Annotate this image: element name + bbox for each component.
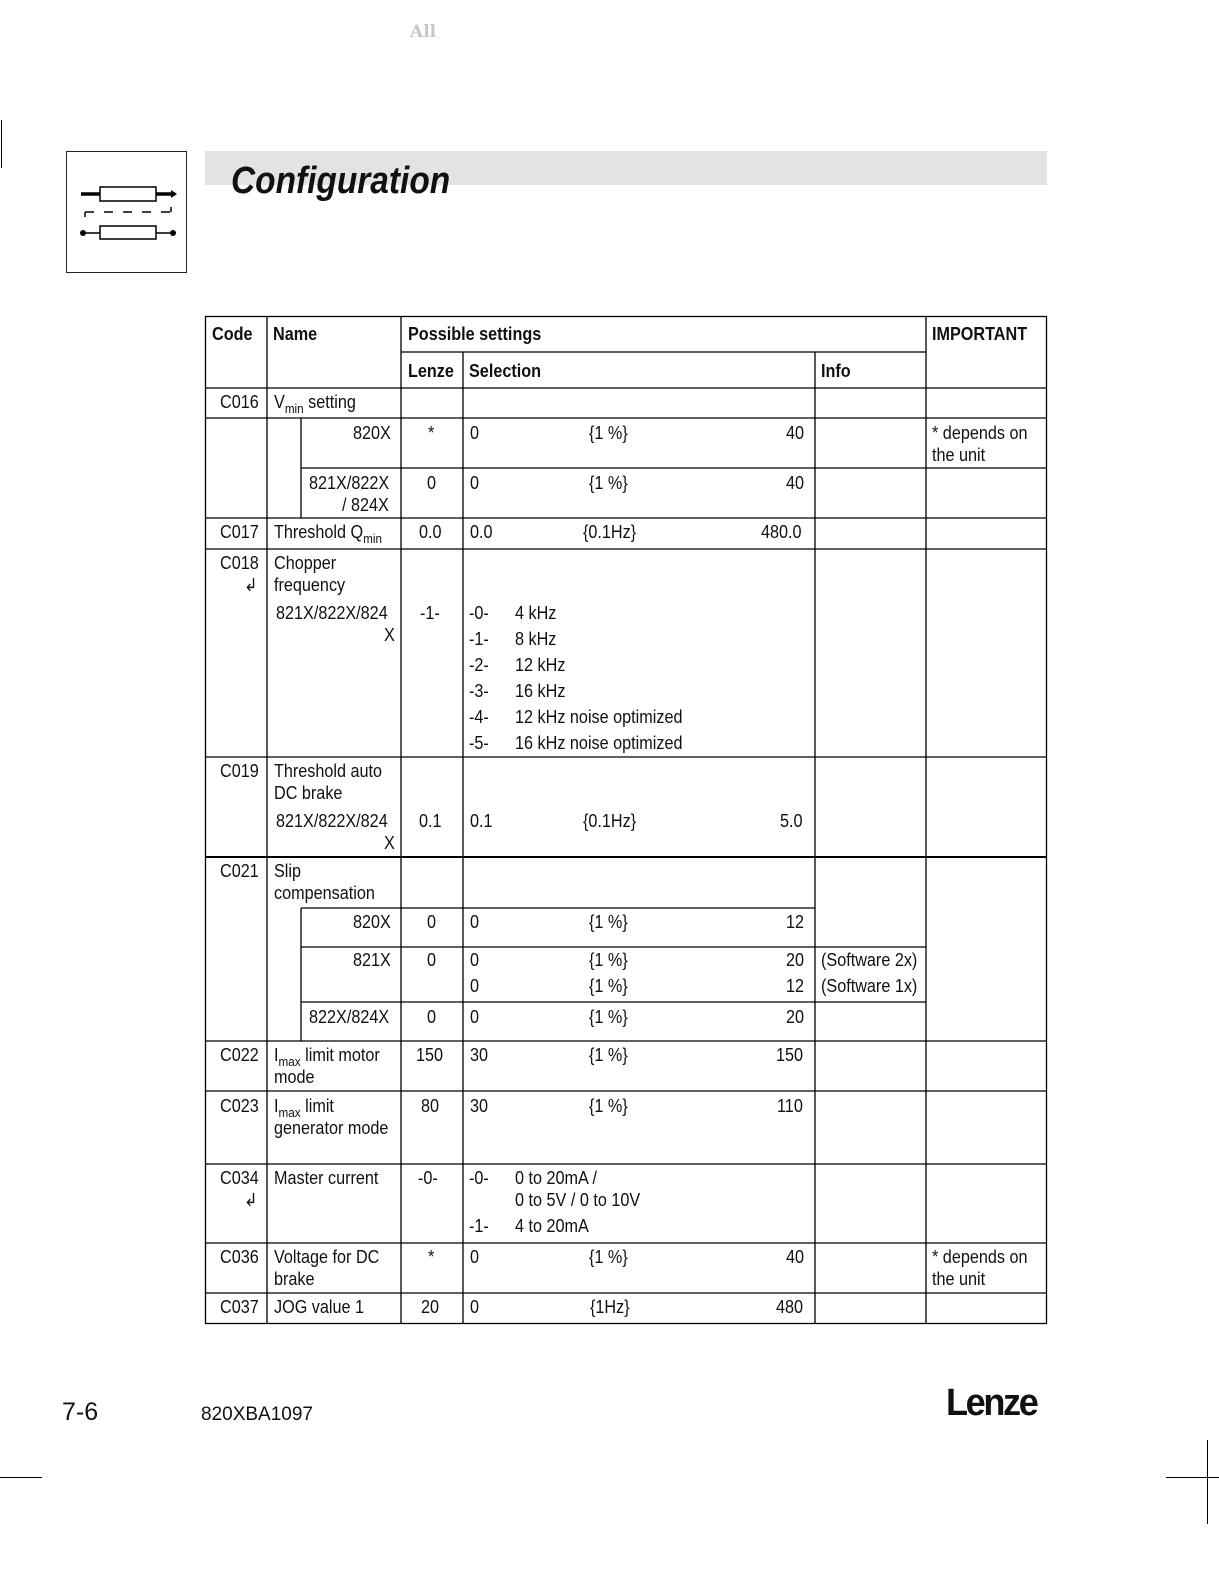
- lenze-c022: 150: [416, 1045, 444, 1065]
- code-c022: C022: [220, 1045, 259, 1065]
- lenze-c019: 0.1: [419, 811, 442, 831]
- document-code: 820XBA1097: [201, 1404, 313, 1425]
- step-c021-821x-a: {1 %}: [589, 950, 628, 970]
- code-c036: C036: [220, 1247, 259, 1267]
- max-c021-822x: 20: [786, 1007, 805, 1027]
- step-c019: {0.1Hz}: [583, 811, 637, 831]
- variant-c021-822x: 822X/824X: [309, 1007, 390, 1027]
- step-c021-822x: {1 %}: [589, 1007, 628, 1027]
- name-c019-2: DC brake: [274, 783, 343, 803]
- header-name: Name: [273, 324, 318, 344]
- info-c021-821x-a: (Software 2x): [821, 950, 918, 970]
- lenze-c023: 80: [421, 1096, 440, 1116]
- lenze-c016-821x: 0: [427, 473, 437, 493]
- variant-c018-1: 821X/822X/824: [276, 603, 388, 623]
- min-c016-821x: 0: [470, 473, 480, 493]
- name-c018-2: frequency: [274, 575, 346, 595]
- min-c036: 0: [470, 1247, 480, 1267]
- max-c017: 480.0: [761, 522, 802, 542]
- variant-c018-2: X: [384, 625, 395, 645]
- lenze-c017: 0.0: [419, 522, 442, 542]
- min-c021-821x-b: 0: [470, 976, 480, 996]
- variant-c021-820x: 820X: [353, 912, 391, 932]
- lenze-c021-820x: 0: [427, 912, 437, 932]
- important-c016-1: * depends on: [932, 423, 1028, 443]
- header-lenze: Lenze: [408, 361, 454, 381]
- max-c016-821x: 40: [786, 473, 805, 493]
- header-important: IMPORTANT: [932, 324, 1028, 344]
- code-c021: C021: [220, 861, 259, 881]
- option-label: 0 to 5V / 0 to 10V: [515, 1190, 641, 1210]
- option-label: 16 kHz noise optimized: [515, 733, 683, 753]
- step-c016-820x: {1 %}: [589, 423, 628, 443]
- max-c021-820x: 12: [786, 912, 805, 932]
- min-c022: 30: [470, 1045, 489, 1065]
- name-c022-2: mode: [274, 1067, 315, 1087]
- lenze-c021-822x: 0: [427, 1007, 437, 1027]
- lenze-c021-821x: 0: [427, 950, 437, 970]
- option-key: -1-: [469, 1216, 489, 1236]
- name-c021-2: compensation: [274, 883, 375, 903]
- code-c034: C034: [220, 1168, 259, 1188]
- option-label: 4 kHz: [515, 603, 557, 623]
- brand-logo: Lenze: [946, 1382, 1037, 1424]
- variant-c019-2: X: [384, 833, 395, 853]
- lenze-c016-820x: *: [428, 423, 435, 443]
- max-c037: 480: [776, 1297, 804, 1317]
- watermark: All: [410, 22, 437, 42]
- option-key: -2-: [469, 655, 489, 675]
- max-c022: 150: [776, 1045, 804, 1065]
- important-c036-2: the unit: [932, 1269, 986, 1289]
- step-c037: {1Hz}: [590, 1297, 630, 1317]
- step-c022: {1 %}: [589, 1045, 628, 1065]
- name-c036-2: brake: [274, 1269, 315, 1289]
- name-c019-1: Threshold auto: [274, 761, 383, 781]
- header-selection: Selection: [469, 361, 542, 381]
- step-c021-821x-b: {1 %}: [589, 976, 628, 996]
- code-c018: C018: [220, 553, 259, 573]
- code-c019: C019: [220, 761, 259, 781]
- max-c036: 40: [786, 1247, 805, 1267]
- min-c037: 0: [470, 1297, 480, 1317]
- min-c017: 0.0: [470, 522, 493, 542]
- option-key: -0-: [469, 1168, 489, 1188]
- min-c021-821x-a: 0: [470, 950, 480, 970]
- option-key: -3-: [469, 681, 489, 701]
- min-c023: 30: [470, 1096, 489, 1116]
- option-label: 16 kHz: [515, 681, 566, 701]
- important-c036-1: * depends on: [932, 1247, 1028, 1267]
- page-number: 7-6: [62, 1398, 99, 1426]
- header-code: Code: [212, 324, 253, 344]
- code-c016: C016: [220, 392, 259, 412]
- step-c016-821x: {1 %}: [589, 473, 628, 493]
- name-c023-2: generator mode: [274, 1118, 389, 1138]
- name-c016: $V_{min}$ setting: [274, 392, 356, 416]
- name-c034: Master current: [274, 1168, 379, 1188]
- option-key: -0-: [469, 603, 489, 623]
- max-c021-821x-a: 20: [786, 950, 805, 970]
- enter-symbol-icon: ↲: [244, 575, 258, 595]
- name-c036-1: Voltage for DC: [274, 1247, 380, 1267]
- step-c021-820x: {1 %}: [589, 912, 628, 932]
- option-key: -5-: [469, 733, 489, 753]
- name-c023-1: $I_{max}$ limit: [274, 1096, 334, 1120]
- name-c022-1: $I_{max}$ limit motor: [274, 1045, 380, 1069]
- name-c017: Threshold $Q_{min}$: [274, 522, 382, 546]
- code-c017: C017: [220, 522, 259, 542]
- min-c021-822x: 0: [470, 1007, 480, 1027]
- option-label: 12 kHz noise optimized: [515, 707, 683, 727]
- step-c017: {0.1Hz}: [583, 522, 637, 542]
- variant-c021-821x: 821X: [353, 950, 391, 970]
- code-c037: C037: [220, 1297, 259, 1317]
- important-c016-2: the unit: [932, 445, 986, 465]
- max-c019: 5.0: [780, 811, 803, 831]
- max-c016-820x: 40: [786, 423, 805, 443]
- max-c021-821x-b: 12: [786, 976, 805, 996]
- info-c021-821x-b: (Software 1x): [821, 976, 918, 996]
- variant-c019-1: 821X/822X/824: [276, 811, 388, 831]
- option-label: 8 kHz: [515, 629, 557, 649]
- lenze-c034: -0-: [418, 1168, 438, 1188]
- option-label: 0 to 20mA /: [515, 1168, 597, 1188]
- header-possible-settings: Possible settings: [408, 324, 542, 344]
- lenze-c018: -1-: [420, 603, 440, 623]
- option-key: -4-: [469, 707, 489, 727]
- code-c023: C023: [220, 1096, 259, 1116]
- lenze-c037: 20: [421, 1297, 440, 1317]
- step-c036: {1 %}: [589, 1247, 628, 1267]
- min-c016-820x: 0: [470, 423, 480, 443]
- name-c037: JOG value 1: [274, 1297, 365, 1317]
- variant-c016-824x: / 824X: [342, 495, 389, 515]
- lenze-c036: *: [428, 1247, 435, 1267]
- header-info: Info: [821, 361, 851, 381]
- variant-c016-820x: 820X: [353, 423, 391, 443]
- name-c018-1: Chopper: [274, 553, 337, 573]
- min-c019: 0.1: [470, 811, 493, 831]
- step-c023: {1 %}: [589, 1096, 628, 1116]
- page-title: Configuration: [231, 160, 451, 202]
- name-c021-1: Slip: [274, 861, 302, 881]
- min-c021-820x: 0: [470, 912, 480, 932]
- enter-symbol-icon: ↲: [244, 1190, 258, 1210]
- option-key: -1-: [469, 629, 489, 649]
- option-label: 4 to 20mA: [515, 1216, 589, 1236]
- option-label: 12 kHz: [515, 655, 566, 675]
- variant-c016-821x: 821X/822X: [309, 473, 390, 493]
- max-c023: 110: [777, 1096, 803, 1116]
